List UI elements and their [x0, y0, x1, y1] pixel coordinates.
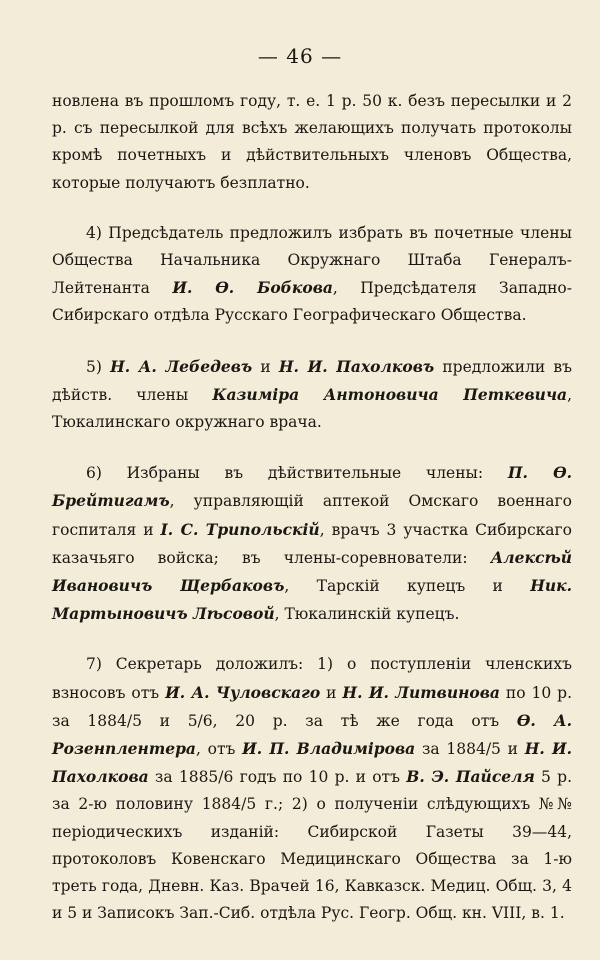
- person-name: І. С. Трипольскій: [160, 519, 320, 539]
- person-name: Казиміра Антоновича Петкевича: [212, 384, 568, 404]
- person-name: Н. И. Пахолкова: [52, 739, 572, 787]
- paragraph-item-7: [52, 651, 572, 927]
- paragraph-item-6: [52, 459, 572, 628]
- text-run: за 1884/5 и: [415, 740, 525, 759]
- person-name: И. П. Владимірова: [242, 739, 416, 759]
- text-run: 5 р. за 2-ю половину 1884/5 г.; 2) о полученіи слѣдующихъ №№ періодическихъ изданій: Сибирской Газеты 39—44, протоколовъ Ковенскаго Медицинскаго Общества за 1-ю треть года, Дневн. Каз. Врачей 16, Кавказск. Медиц. Общ. 3, 4 и 5 и Записокъ Зап.-Сиб. отдѣла Рус. Геогр. Общ. кн. VIII, в. 1.: [52, 768, 572, 923]
- text-run: 5): [86, 357, 111, 376]
- text-run: 7) Секретарь доложилъ: 1) о поступленіи членскихъ взносовъ отъ: [52, 655, 572, 702]
- person-name: Н. И. Пахолковъ: [278, 356, 435, 376]
- text-run: новлена въ прошломъ году, т. е. 1 р. 50 к. безъ пересылки и 2 р. съ пересылкой для всѣхъ желающихъ получать протоколы кромѣ почетныхъ и дѣйствительныхъ членовъ Общества, которые получаютъ безплатно.: [52, 92, 572, 192]
- text-run: , Тюкалинскій купецъ.: [274, 605, 460, 624]
- paragraph-continuation: [52, 88, 572, 197]
- text-run: , отъ: [195, 740, 243, 759]
- text-run: за 1885/6 годъ по 10 р. и отъ: [148, 768, 407, 787]
- text-run: и: [320, 683, 343, 702]
- page-body: [52, 88, 572, 927]
- person-name: Н. А. Лебедевъ: [110, 356, 253, 376]
- paragraph-item-5: [52, 353, 572, 437]
- text-run: 4) Предсѣдатель предложилъ избрать въ почетные члены Общества Начальника Окружнаго Штаба Генералъ-Лейтенанта: [52, 223, 572, 298]
- text-run: , Тарскій купецъ и: [284, 577, 531, 596]
- text-run: , Предсѣдателя Западно-Сибирскаго отдѣла Русскаго Географическаго Общества.: [52, 279, 572, 325]
- person-name: П. Ѳ. Брейтигамъ: [52, 463, 572, 511]
- text-run: , Тюкалинскаго окружнаго врача.: [52, 385, 572, 432]
- text-run: по 10 р. за 1884/5 и 5/6, 20 р. за тѣ же года отъ: [52, 683, 572, 730]
- person-name: В. Э. Пайселя: [406, 767, 535, 787]
- text-run: , врачъ 3 участка Сибирскаго казачьяго войска; въ члены-соревнователи:: [52, 520, 572, 567]
- text-run: , управляющій аптекой Омскаго военнаго госпиталя и: [52, 492, 572, 539]
- text-run: предложили въ дѣйств. члены: [52, 357, 573, 404]
- page-number: — 46 —: [257, 44, 343, 68]
- person-name: Н. И. Литвинова: [342, 682, 500, 702]
- person-name: Ѳ. А. Розенплентера: [52, 710, 572, 759]
- paragraph-item-4: [52, 220, 572, 330]
- person-name: И. А. Чуловскаго: [165, 682, 321, 702]
- text-run: 6) Избраны въ дѣйствительные члены:: [86, 464, 508, 483]
- person-name: Алексѣй Ивановичъ Щербаковъ: [52, 547, 572, 596]
- text-run: и: [252, 357, 279, 376]
- person-name: Ник. Мартыновичъ Лѣсовой: [52, 576, 572, 624]
- person-name: И. Ѳ. Бобкова: [172, 278, 333, 298]
